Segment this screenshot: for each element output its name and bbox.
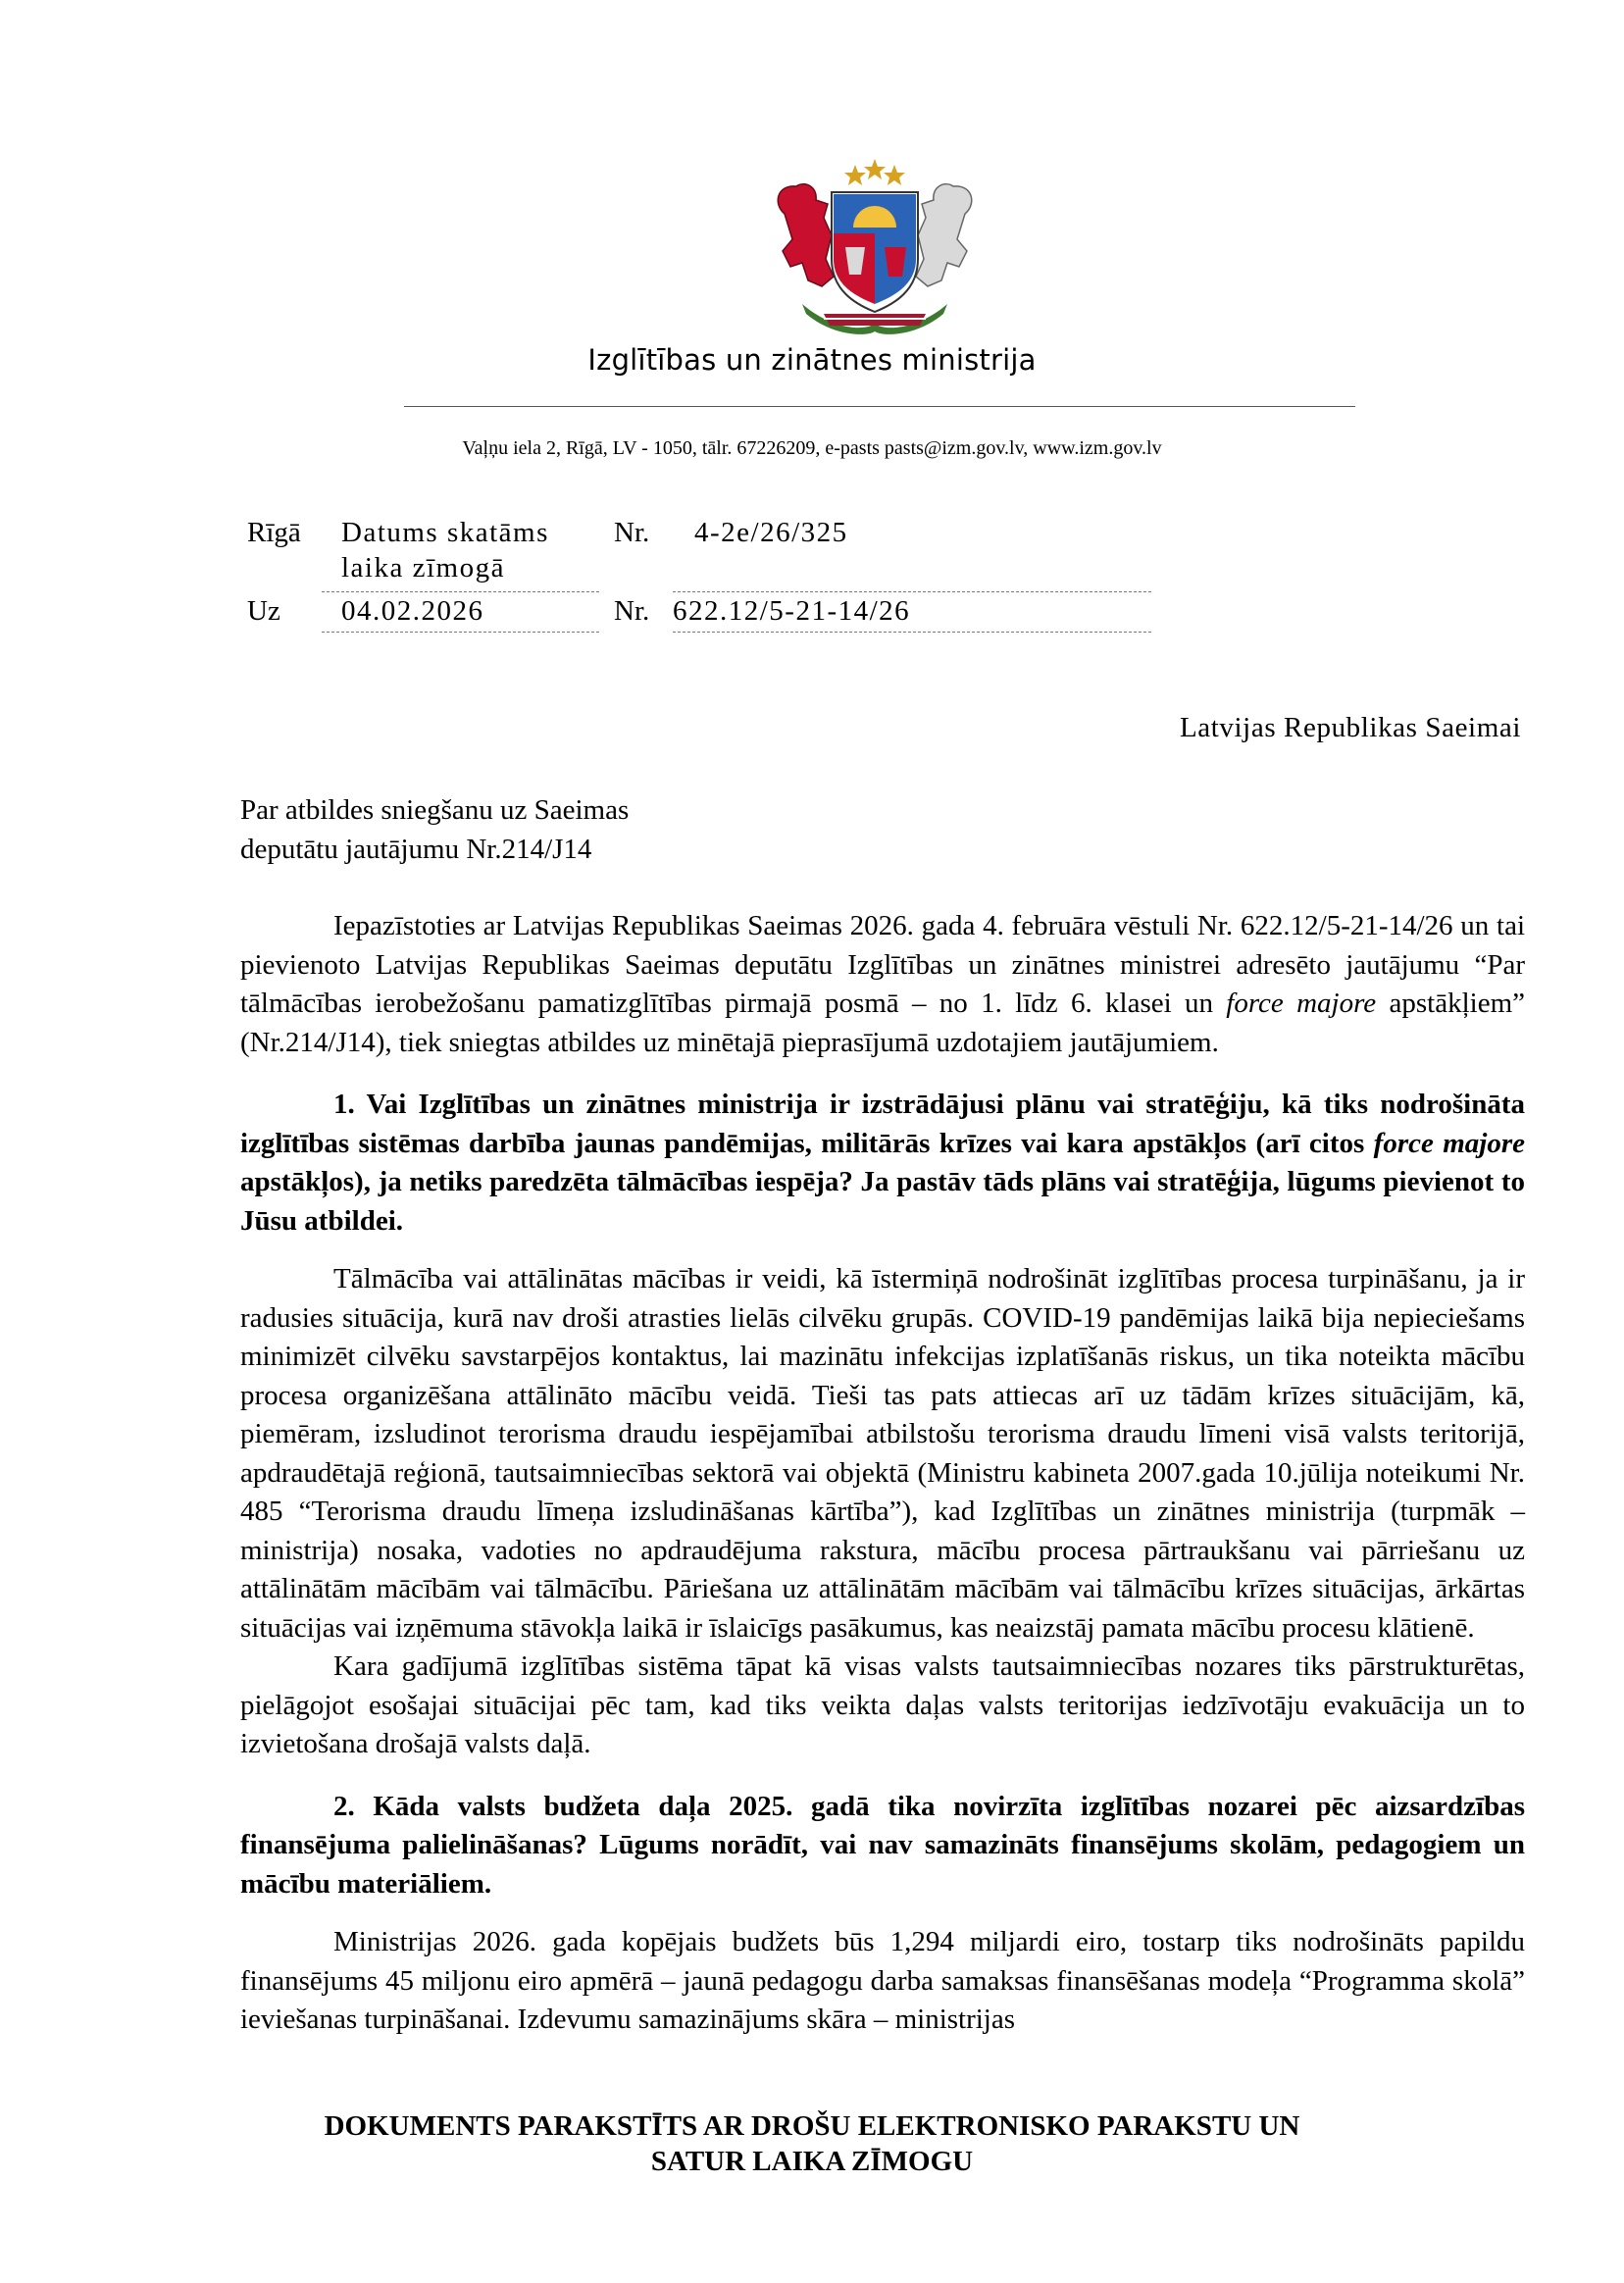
- signature-notice-line1: DOKUMENTS PARAKSTĪTS AR DROŠU ELEKTRONISKO PARAKSTU UN: [324, 2110, 1300, 2142]
- subject: [240, 790, 629, 869]
- incoming-nr-label: Nr.: [614, 595, 650, 627]
- document-number: 4-2e/26/325: [694, 517, 848, 548]
- date-note-line2: laika zīmogā: [341, 552, 505, 583]
- answer-1-paragraph-2: Kara gadījumā izglītības sistēma tāpat kā visas valsts tautsaimniecības nozares tiks pārstrukturētas, pielāgojot esošajai situācijai pēc tam, kad tiks veikta daļas valsts teritorijas iedzīvotāju evakuācija un to izvietošana drošajā valsts daļā.: [240, 1650, 1525, 1759]
- incoming-nr-underline: [673, 632, 1151, 633]
- recipient: Latvijas Republikas Saeimai: [1179, 712, 1521, 743]
- subject-line2: deputātu jautājumu Nr.214/J14: [240, 834, 592, 865]
- incoming-number: 622.12/5-21-14/26: [673, 595, 911, 627]
- uz-label: Uz: [247, 595, 280, 627]
- signature-notice-line2: SATUR LAIKA ZĪMOGU: [650, 2146, 974, 2177]
- date-underline: [322, 591, 599, 592]
- nr-underline: [673, 591, 1151, 592]
- header-divider: [404, 406, 1355, 407]
- incoming-date-underline: [322, 632, 599, 633]
- answer-2-paragraph-1: Ministrijas 2026. gada kopējais budžets būs 1,294 miljardi eiro, tostarp tiks nodrošināts papildu finansējums 45 miljonu eiro apmērā – jaunā pedagogu darba samaksas finansēšanas modeļa “Programma skolā” ieviešanas turpināšanai. Izdevumu samazinājums skāra – ministrijas: [240, 1926, 1525, 2035]
- coat-of-arms-icon: [763, 157, 987, 335]
- intro-paragraph: Iepazīstoties ar Latvijas Republikas Saeimas 2026. gada 4. februāra vēstuli Nr. 622.12/5-21-14/26 un tai pievienoto Latvijas Republikas Saeimas deputātu Izglītības un zinātnes ministrei adresēto jautājumu “Par tālmācības ierobežošanu pamatizglītības pirmajā posmā – no 1. līdz 6. klasei un force majore apstākļiem” (Nr.214/J14), tiek sniegtas atbildes uz minētajā pieprasījumā uzdotajiem jautājumiem.: [240, 910, 1526, 1058]
- nr-label: Nr.: [614, 517, 650, 548]
- question-2: 2. Kāda valsts budžeta daļa 2025. gadā tika novirzīta izglītības nozarei pēc aizsardzības finansējuma palielināšanas? Lūgums norādīt, vai nav samazināts finansējums skolām, pedagogiem un mācību materiāliem.: [240, 1790, 1525, 1900]
- letter-body: [240, 907, 1525, 2040]
- ministry-address: Vaļņu iela 2, Rīgā, LV - 1050, tālr. 67226209, e-pasts pasts@izm.gov.lv, www.izm.gov.lv: [462, 437, 1162, 459]
- ministry-name: Izglītības un zinātnes ministrija: [587, 343, 1037, 377]
- place-label: Rīgā: [247, 517, 301, 548]
- subject-line1: Par atbildes sniegšanu uz Saeimas: [240, 794, 630, 826]
- question-1: 1. Vai Izglītības un zinātnes ministrija ir izstrādājusi plānu vai stratēģiju, kā tiks nodrošināta izglītības sistēmas darbība jaunas pandēmijas, militārās krīzes vai kara apstākļos (arī citos force majore apstākļos), ja netiks paredzēta tālmācības iespēja? Ja pastāv tāds plāns vai stratēģija, lūgums pievienot to Jūsu atbildei.: [240, 1089, 1525, 1237]
- date-note-line1: Datums skatāms: [341, 517, 549, 548]
- signature-notice: [0, 2108, 1624, 2179]
- incoming-date: 04.02.2026: [341, 595, 484, 627]
- answer-1-paragraph-1: Tālmācība vai attālinātas mācības ir veidi, kā īstermiņā nodrošināt izglītības procesa turpināšanu, ja ir radusies situācija, kurā nav droši atrasties lielās cilvēku grupās. COVID-19 pandēmijas laikā bija nepieciešams minimizēt cilvēku savstarpējos kontaktus, lai mazinātu infekcijas izplatīšanās riskus, un tika noteikta mācību procesa organizēšana attālināto mācību veidā. Tieši tas pats attiecas arī uz tādām krīzes situācijām, kā, piemēram, izsludinot terorisma draudu iespējamībai atbilstošu terorisma draudu līmeni visā valsts teritorijā, apdraudētajā reģionā, tautsaimniecības sektorā vai objektā (Ministru kabineta 2007.gada 10.jūlija noteikumi Nr. 485 “Terorisma draudu līmeņa izsludināšanas kārtība”), kad Izglītības un zinātnes ministrija (turpmāk – ministrija) nosaka, vadoties no apdraudējuma rakstura, mācību procesa pārtraukšanu vai pārriešanu uz attālinātām mācībām vai tālmācību. Pāriešana uz attālinātām mācībām vai tālmācību krīzes situācijas, ārkārtas situācijas vai izņēmuma stāvokļa laikā ir īslaicīgs pasākumus, kas neaizstāj pamata mācību procesu klātienē.: [240, 1263, 1525, 1644]
